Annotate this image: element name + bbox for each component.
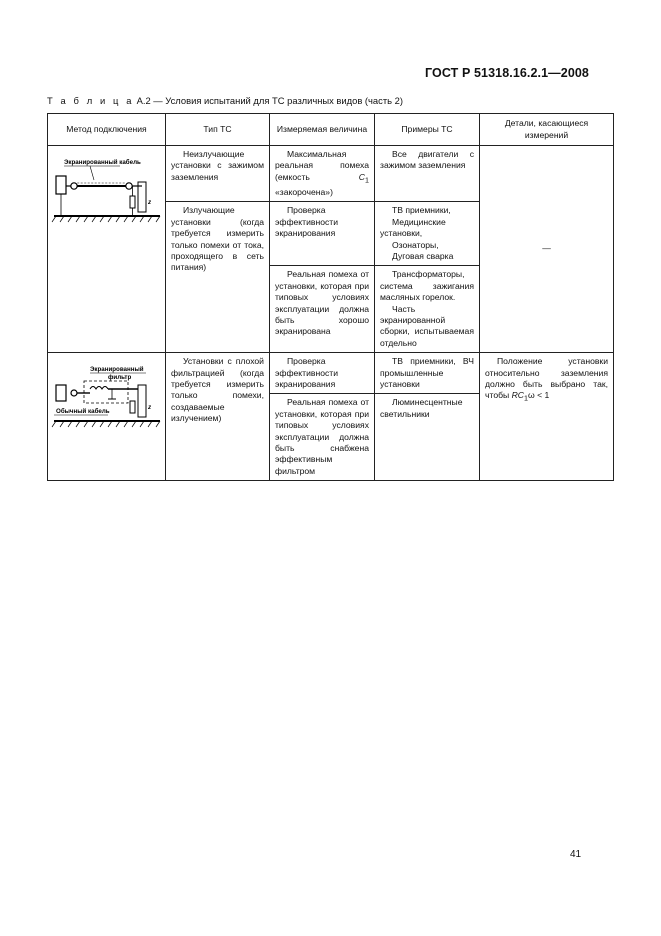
equipment-box: [56, 385, 66, 401]
label-leader: [90, 166, 94, 180]
document-header: ГОСТ Р 51318.16.2.1—2008: [425, 66, 589, 80]
table-row: [48, 353, 614, 394]
equipment-box: [56, 176, 66, 194]
details-text: Положение установки относительно заземления должно быть выбрано так, чтобы: [485, 356, 608, 401]
type-cell-radiating: Излучающие установки (когда требуется измерить только помехи от тока, проходящего в сеть питания): [166, 202, 270, 353]
column-header-measured: Измеряемая величина: [270, 114, 375, 146]
impedance-resistor: [130, 196, 135, 208]
filtered-cable-diagram: [50, 359, 162, 431]
table-header-row: [48, 114, 614, 146]
caption-prefix: Т а б л и ц а: [47, 95, 135, 106]
type-cell-poor-filtering: Установки с плохой фильтрацией (когда требуется измерить только помехи, создаваемые излучением): [166, 353, 270, 481]
example-line: Медицинские установки,: [380, 216, 446, 239]
diagram-label-filter: фильтр: [108, 374, 132, 382]
examples-cell-transformers: [375, 266, 480, 353]
shielded-cable-diagram: [50, 152, 162, 228]
network-box: [138, 385, 146, 417]
example-line: Дуговая сварка: [392, 250, 454, 261]
measured-text: «закорочена»): [275, 186, 333, 197]
details-cell-1: —: [480, 146, 614, 353]
measured-cell-max-interference: [270, 146, 375, 202]
column-header-type: Тип ТС: [166, 114, 270, 146]
measured-cell-shield-check: Проверка эффективности экранирования: [270, 202, 375, 266]
column-header-examples: Примеры ТС: [375, 114, 480, 146]
impedance-symbol: z: [148, 199, 152, 206]
example-line: ТВ приемники,: [392, 205, 451, 216]
examples-cell-motors: Все двигатели с зажимом заземления: [375, 146, 480, 202]
table-caption: [47, 95, 403, 106]
details-cell-2: [480, 353, 614, 481]
examples-cell-tv-hf: ТВ приемники, ВЧ промышленные установки: [375, 353, 480, 394]
column-header-method: Метод подключения: [48, 114, 166, 146]
example-line: Трансформаторы, система зажигания масляных горелок.: [380, 269, 474, 303]
test-conditions-table: [47, 113, 614, 481]
rc-symbol: RC: [511, 390, 525, 401]
diagram-label-shielded-cable: Экранированный кабель: [64, 159, 141, 166]
example-line: Озонаторы,: [392, 239, 439, 250]
capacitance-symbol: C: [358, 171, 366, 182]
page-number: 41: [570, 849, 582, 860]
examples-cell-fluorescent: Люминесцентные светильники: [375, 394, 480, 481]
measured-cell-real-interference: Реальная помеха от установки, которая при типовых условиях эксплуатации должна быть хорошо экранирована: [270, 266, 375, 353]
impedance-symbol: z: [148, 404, 152, 412]
filter-enclosure: [84, 381, 128, 403]
measured-cell-shield-check-2: Проверка эффективности экранирования: [270, 353, 375, 394]
type-cell-nonradiating: Неизлучающие установки с зажимом заземления: [166, 146, 270, 202]
details-text: ω < 1: [528, 390, 550, 401]
diagram-label-ordinary-cable: Обычный кабель: [56, 408, 110, 416]
diagram-label-shielded: Экранированный: [90, 366, 144, 374]
connector-right: [126, 183, 132, 189]
examples-cell-tv: [375, 202, 480, 266]
caption-text: А.2 — Условия испытаний для ТС различных видов (часть 2): [134, 95, 403, 106]
connection-diagram-cell-2: [48, 353, 166, 481]
capacitance-subscript: 1: [365, 176, 369, 185]
filter-inductor-icon: [90, 387, 108, 390]
connector-left: [71, 390, 77, 396]
connector-left: [71, 183, 77, 189]
example-line: Часть экранированной сборки, испытываемая отдельно: [380, 303, 474, 348]
connection-diagram-cell-1: [48, 146, 166, 353]
measured-cell-real-interference-2: Реальная помеха от установки, которая при типовых условиях эксплуатации должна быть снабжена эффективным фильтром: [270, 394, 375, 481]
rc-subscript: 1: [524, 395, 528, 404]
table-row: [48, 146, 614, 202]
column-header-details: Детали, касающиеся измерений: [480, 114, 614, 146]
measured-text: Максимальная реальная помеха (емкость: [275, 149, 369, 182]
impedance-resistor: [130, 401, 135, 413]
